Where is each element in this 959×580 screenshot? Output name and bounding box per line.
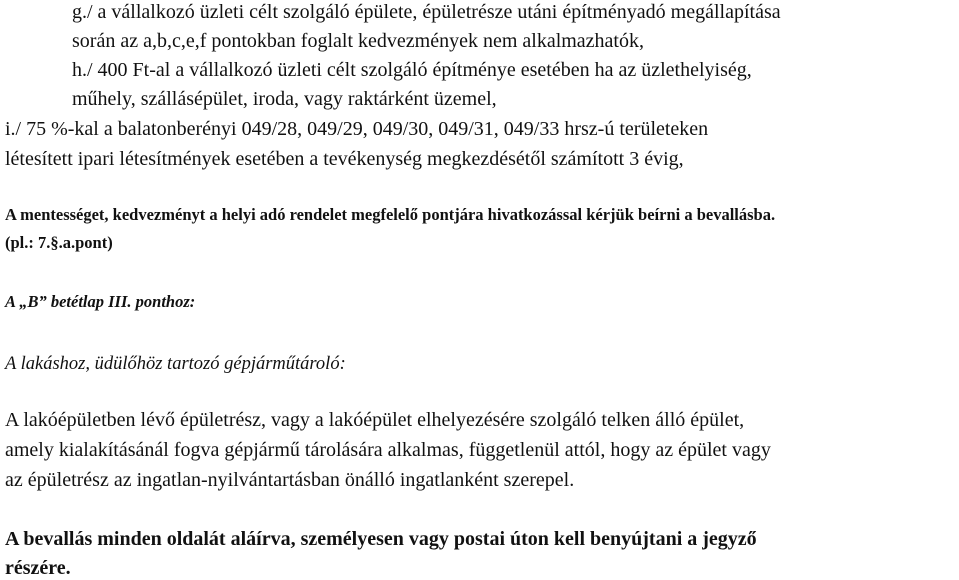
list-item-i-line-2: létesített ipari létesítmények esetében a tevékenység megkezdésétől számított 3 évig, <box>5 148 684 170</box>
closing-line-1: A bevallás minden oldalát aláírva, személyesen vagy postai úton kell benyújtani a jegyző <box>5 528 757 550</box>
section-subheading: A lakáshoz, üdülőhöz tartozó gépjárműtároló: <box>5 354 346 374</box>
list-item-g-line-2: során az a,b,c,e,f pontokban foglalt kedvezmények nem alkalmazhatók, <box>72 30 644 52</box>
closing-line-2: részére. <box>5 557 71 579</box>
notice-line-2: (pl.: 7.§.a.pont) <box>5 233 113 252</box>
list-item-h-line-2: műhely, szállásépület, iroda, vagy raktárként üzemel, <box>72 88 497 110</box>
definition-line-3: az épületrész az ingatlan-nyilvántartásban önálló ingatlanként szerepel. <box>5 469 575 491</box>
list-item-i-line-1: i./ 75 %-kal a balatonberényi 049/28, 049/29, 049/30, 049/31, 049/33 hrsz-ú területeken <box>5 118 709 140</box>
definition-line-2: amely kialakításánál fogva gépjármű tárolására alkalmas, függetlenül attól, hogy az épület vagy <box>5 439 771 461</box>
list-item-g-line-1: g./ a vállalkozó üzleti célt szolgáló épülete, épületrésze utáni építményadó megállapítása <box>72 1 781 23</box>
notice-line-1: A mentességet, kedvezményt a helyi adó rendelet megfelelő pontjára hivatkozással kérjük beírni a bevallásba. <box>5 205 776 224</box>
definition-line-1: A lakóépületben lévő épületrész, vagy a lakóépület elhelyezésére szolgáló telken álló épület, <box>5 409 745 431</box>
list-item-h-line-1: h./ 400 Ft-al a vállalkozó üzleti célt szolgáló építménye esetében ha az üzlethelyiség, <box>72 59 752 81</box>
section-heading: A „B” betétlap III. ponthoz: <box>5 292 196 311</box>
